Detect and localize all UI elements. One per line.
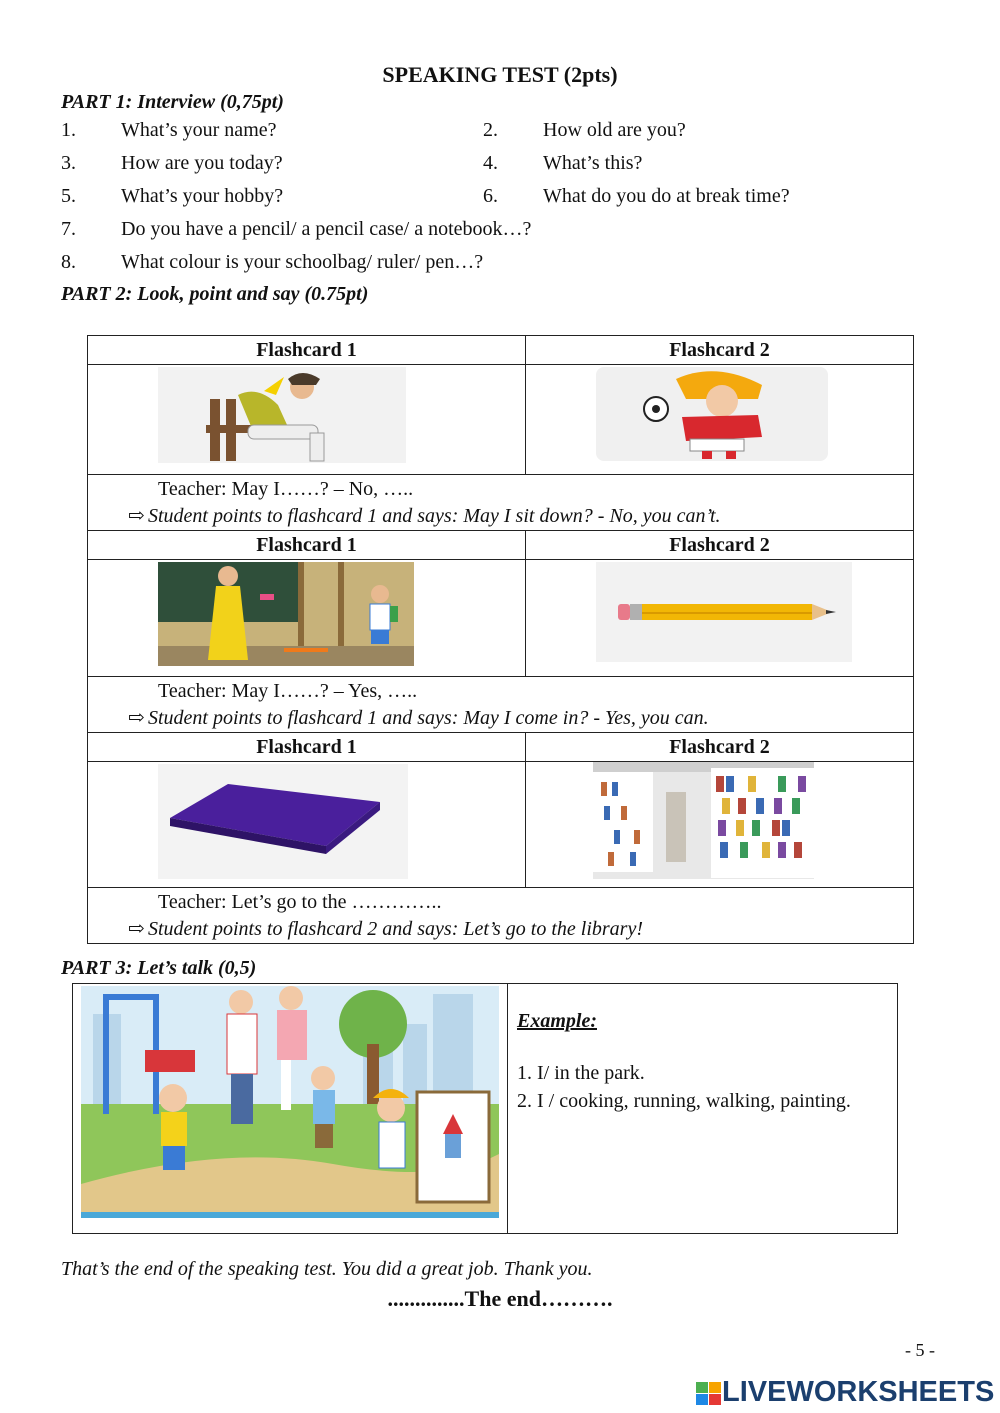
flashcard-2-cell [526,365,914,475]
question-number: 8. [61,251,76,273]
question-text: What colour is your schoolbag/ ruler/ pen…? [121,251,484,273]
flashcard-2-header: Flashcard 2 [526,531,914,560]
question-number: 6. [483,185,498,207]
park-image-cell [73,984,508,1234]
question-8 [61,251,861,277]
question-text: How are you today? [121,152,283,174]
brand-name: LIVEWORKSHEETS [722,1376,995,1408]
flashcard-image-row [88,365,914,475]
flashcard-header-row [88,531,914,560]
example-line-1: 1. I/ in the park. [517,1062,645,1084]
student-answer-line [88,916,913,942]
come-in-image [88,560,525,670]
question-3 [61,152,461,178]
flashcard-image-row [88,762,914,888]
flashcard-1-cell [88,762,526,888]
arrow-right-icon: ⇨ [128,505,145,527]
question-number: 7. [61,218,76,240]
notebook-image [88,762,525,881]
page-title: SPEAKING TEST (2pts) [382,62,618,87]
flashcard-image-row [88,560,914,677]
teacher-prompt-cell [88,475,914,531]
part2-heading: PART 2: Look, point and say (0.75pt) [61,283,369,305]
the-end: ..............The end………. [387,1286,613,1311]
teacher-prompt-row [88,475,914,531]
flashcard-1-header: Flashcard 1 [88,531,526,560]
part3-table [72,983,898,1234]
teacher-prompt-cell [88,677,914,733]
page-number: - 5 - [905,1340,935,1360]
flashcard-1-cell [88,560,526,677]
flashcard-header-row [88,733,914,762]
library-image [526,762,913,881]
teacher-prompt: Teacher: Let’s go to the ………….. [158,891,442,913]
question-text: What do you do at break time? [543,185,790,207]
question-5 [61,185,461,211]
student-answer: Student points to flashcard 1 and says: May I come in? - Yes, you can. [148,707,709,729]
student-answer: Student points to flashcard 1 and says: May I sit down? - No, you can’t. [148,505,721,527]
flashcard-2-header: Flashcard 2 [526,336,914,365]
flashcard-1-header: Flashcard 1 [88,336,526,365]
live-badge-icon [696,1382,722,1406]
question-number: 4. [483,152,498,174]
question-number: 5. [61,185,76,207]
student-answer: Student points to flashcard 2 and says: Let’s go to the library! [148,918,643,940]
part1-heading: PART 1: Interview (0,75pt) [61,91,284,113]
question-text: What’s your name? [121,119,277,141]
teacher-prompt-cell [88,888,914,944]
flashcard-2-header: Flashcard 2 [526,733,914,762]
question-number: 2. [483,119,498,141]
park-scene-image [73,984,507,1228]
teacher-prompt-row [88,888,914,944]
student-answer-line [88,503,913,529]
question-text: Do you have a pencil/ a pencil case/ a notebook…? [121,218,532,240]
teacher-prompt: Teacher: May I……? – Yes, ….. [158,680,418,702]
question-1 [61,119,461,145]
flashcard-2-cell [526,762,914,888]
question-4 [483,152,903,178]
pencil-image [526,560,913,670]
example-cell [508,984,898,1234]
example-label: Example: [517,1010,597,1032]
closing-note: That’s the end of the speaking test. You did a great job. Thank you. [61,1258,593,1280]
question-text: What’s this? [543,152,643,174]
part3-heading: PART 3: Let’s talk (0,5) [61,957,257,979]
arrow-right-icon: ⇨ [128,707,145,729]
flashcard-header-row [88,336,914,365]
question-2 [483,119,903,145]
football-boy-image [526,365,913,468]
teacher-prompt-row [88,677,914,733]
question-7 [61,218,861,244]
question-text: What’s your hobby? [121,185,284,207]
student-answer-line [88,705,913,731]
sit-down-image [88,365,525,468]
question-number: 1. [61,119,76,141]
question-6 [483,185,903,211]
question-number: 3. [61,152,76,174]
example-line-2: 2. I / cooking, running, walking, painting. [517,1090,851,1112]
flashcard-1-cell [88,365,526,475]
liveworksheets-logo [696,1376,996,1410]
flashcard-table [87,335,914,944]
question-text: How old are you? [543,119,686,141]
flashcard-2-cell [526,560,914,677]
arrow-right-icon: ⇨ [128,918,145,940]
teacher-prompt: Teacher: May I……? – No, ….. [158,478,414,500]
flashcard-1-header: Flashcard 1 [88,733,526,762]
